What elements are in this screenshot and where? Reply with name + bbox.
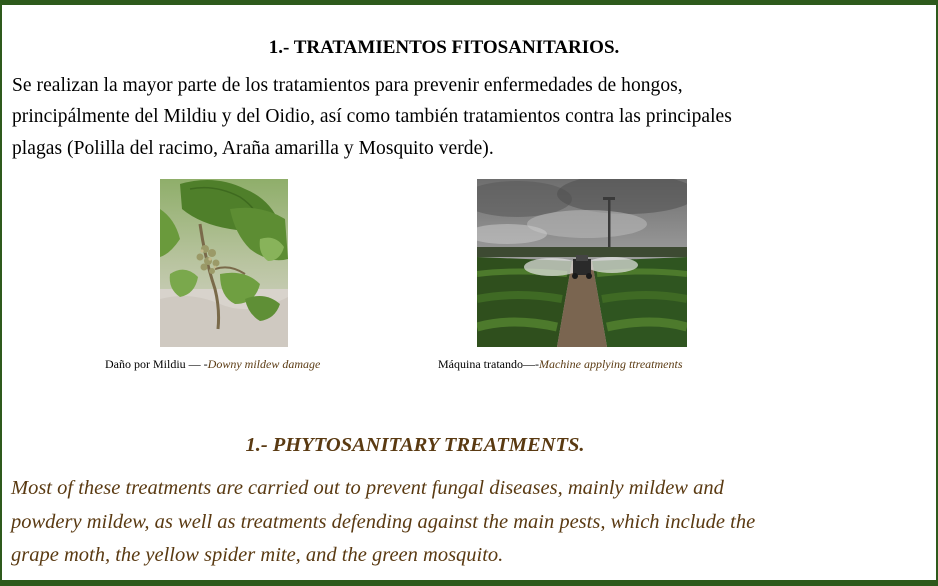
- machine-treating-photo: [477, 179, 687, 347]
- machine-photo-caption: [438, 357, 683, 372]
- spanish-paragraph-line-3: plagas (Polilla del racimo, Araña amarilla y Mosquito verde).: [12, 138, 494, 159]
- english-paragraph-line-3: grape moth, the yellow spider mite, and the green mosquito.: [11, 544, 504, 566]
- mildew-damage-photo: [160, 179, 288, 347]
- english-paragraph-line-2: powdery mildew, as well as treatments defending against the main pests, which include the: [11, 511, 756, 533]
- mildew-photo-caption: [105, 357, 320, 372]
- english-paragraph-line-1: Most of these treatments are carried out to prevent fungal diseases, mainly mildew and: [11, 477, 724, 499]
- mildew-caption-spanish: Daño por Mildiu — -: [105, 357, 208, 371]
- spanish-paragraph-line-2: principálmente del Mildiu y del Oidio, así como también tratamientos contra las principales: [12, 106, 732, 127]
- english-title: 1.- PHYTOSANITARY TREATMENTS.: [245, 434, 585, 456]
- spanish-paragraph-line-1: Se realizan la mayor parte de los tratamientos para prevenir enfermedades de hongos,: [12, 75, 683, 96]
- spanish-title: 1.- TRATAMIENTOS FITOSANITARIOS.: [268, 37, 620, 58]
- machine-caption-english: Machine applying ttreatments: [538, 357, 683, 371]
- machine-caption-spanish: Máquina tratando—-: [438, 357, 539, 371]
- mildew-caption-english: Downy mildew damage: [207, 357, 321, 371]
